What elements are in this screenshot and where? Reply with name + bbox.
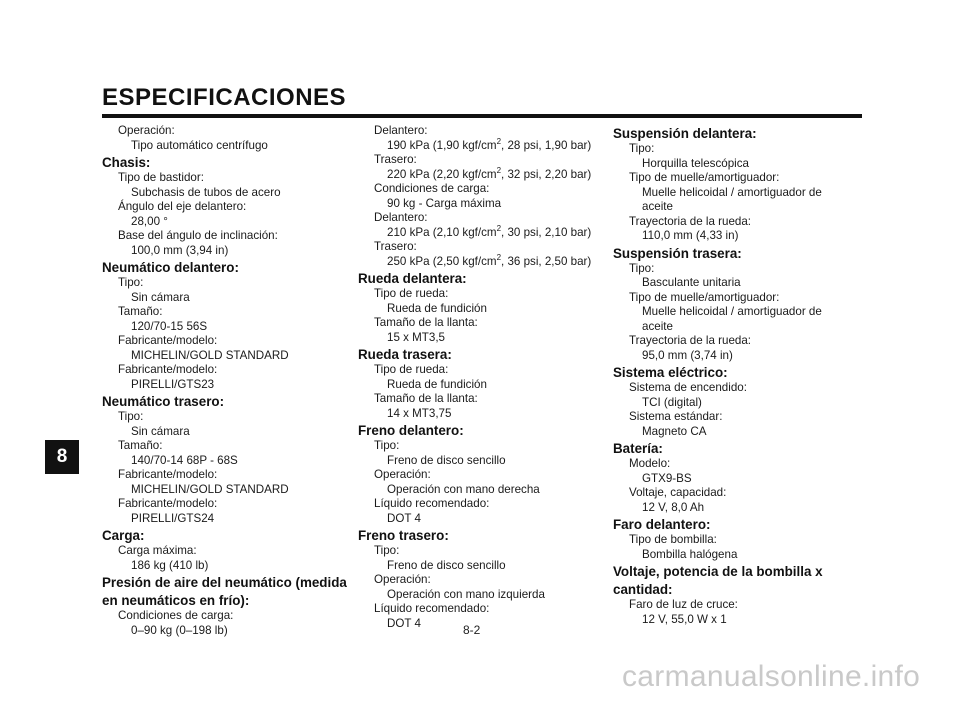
spec-value: GTX9-BS: [642, 471, 692, 485]
section-heading-front-suspension: Suspensión delantera:: [613, 126, 757, 141]
spec-label: Tipo:: [629, 261, 655, 275]
section-heading-front-tire: Neumático delantero:: [102, 260, 239, 275]
watermark: carmanualsonline.info: [622, 660, 921, 693]
section-heading-rear-tire: Neumático trasero:: [102, 394, 225, 409]
spec-value: Basculante unitaria: [642, 276, 741, 289]
spec-label: Tipo de rueda:: [374, 287, 449, 300]
spec-value: 12 V, 8,0 Ah: [642, 500, 705, 514]
spec-value: 210 kPa (2,10 kgf/$cm^2$, 30 psi, 2,10 bar): [387, 223, 592, 239]
section-heading-chasis: Chasis:: [102, 155, 151, 170]
spec-label: Tipo de bastidor:: [118, 171, 204, 184]
spec-label: Faro de luz de cruce:: [629, 598, 738, 611]
spec-label: Fabricante/modelo:: [118, 497, 218, 510]
spec-label: Tipo de rueda:: [374, 363, 449, 376]
spec-label: Tamaño:: [118, 439, 163, 452]
spec-label: Tipo:: [118, 276, 144, 289]
spec-value: Magneto CA: [642, 424, 707, 438]
chapter-tab: 8: [45, 440, 79, 474]
spec-label: Tamaño:: [118, 305, 163, 318]
spec-value: 14 x MT3,75: [387, 406, 452, 420]
section-heading-electrical: Sistema eléctrico:: [613, 365, 728, 380]
section-heading-rear-suspension: Suspensión trasera:: [613, 245, 742, 261]
spec-label: Tipo:: [629, 142, 655, 155]
spec-value: Muelle helicoidal / amortiguador de aceite: [642, 185, 822, 213]
spec-value: 220 kPa (2,20 kgf/$cm^2$, 32 psi, 2,20 bar): [387, 165, 592, 181]
spec-label: Trasero:: [374, 240, 417, 253]
spec-value: MICHELIN/GOLD STANDARD: [131, 348, 289, 362]
section-heading-rear-brake: Freno trasero:: [358, 528, 449, 543]
spec-value: Operación con mano izquierda: [387, 587, 545, 601]
spec-label: Operación:: [374, 468, 431, 481]
spec-value: 0–90 kg (0–198 lb): [131, 623, 228, 637]
spec-label: Trayectoria de la rueda:: [629, 334, 752, 347]
spec-value: Sin cámara: [131, 290, 190, 304]
spec-label: Tamaño de la llanta:: [374, 392, 478, 405]
section-heading-battery: Batería:: [613, 441, 663, 456]
spec-value: Horquilla telescópica: [642, 156, 749, 170]
spec-value: Rueda de fundición: [387, 301, 487, 315]
spec-value: 120/70-15 56S: [131, 319, 208, 333]
spec-label: Tipo de muelle/amortiguador:: [629, 171, 780, 184]
spec-label: Tipo:: [374, 439, 400, 452]
spec-value: DOT 4: [387, 511, 421, 525]
spec-value: Tipo automático centrífugo: [131, 138, 268, 152]
spec-column-3: [613, 124, 863, 627]
spec-value: 190 kPa (1,90 kgf/$cm^2$, 28 psi, 1,90 bar): [387, 136, 592, 152]
spec-value: 100,0 mm (3,94 in): [131, 243, 229, 257]
spec-value: PIRELLI/GTS23: [131, 377, 215, 391]
spec-label: Base del ángulo de inclinación:: [118, 229, 278, 242]
page-title: ESPECIFICACIONES: [102, 84, 347, 111]
spec-label: Delantero:: [374, 124, 428, 137]
spec-label: Modelo:: [629, 457, 671, 470]
spec-value: 90 kg - Carga máxima: [387, 196, 502, 210]
section-heading-pressure: Presión de aire del neumático (medida: [102, 575, 347, 590]
spec-label: Líquido recomendado:: [374, 602, 490, 615]
spec-label: Trayectoria de la rueda:: [629, 214, 752, 228]
spec-label: Sistema de encendido:: [629, 381, 747, 394]
spec-value: TCI (digital): [642, 395, 702, 409]
section-heading-bulbs: Voltaje, potencia de la bombilla x: [613, 564, 823, 579]
page-number: 8-2: [463, 623, 481, 637]
spec-value: Bombilla halógena: [642, 547, 738, 561]
section-heading-front-brake: Freno delantero:: [358, 423, 464, 438]
section-heading-bulbs-cont: cantidad:: [613, 582, 673, 597]
spec-value: Rueda de fundición: [387, 377, 487, 391]
spec-value: Freno de disco sencillo: [387, 453, 506, 467]
spec-label: Operación:: [374, 573, 431, 586]
spec-value: Freno de disco sencillo: [387, 558, 506, 572]
spec-label: Fabricante/modelo:: [118, 468, 218, 481]
spec-label: Sistema estándar:: [629, 410, 723, 423]
spec-value: Operación con mano derecha: [387, 482, 540, 496]
spec-label: Tipo:: [118, 410, 144, 423]
section-heading-pressure-cont: en neumáticos en frío):: [102, 593, 250, 608]
spec-label: Delantero:: [374, 211, 428, 224]
spec-label: Tipo:: [374, 544, 400, 557]
spec-value: 12 V, 55,0 W x 1: [642, 612, 727, 626]
title-rule: [102, 114, 862, 118]
section-heading-load: Carga:: [102, 528, 145, 543]
spec-label: Condiciones de carga:: [118, 609, 234, 622]
spec-value: Subchasis de tubos de acero: [131, 185, 281, 199]
spec-label: Condiciones de carga:: [374, 182, 490, 195]
spec-column-1: [102, 124, 352, 638]
spec-value: 110,0 mm (4,33 in): [642, 229, 739, 242]
spec-label: Operación:: [118, 124, 175, 137]
spec-value: PIRELLI/GTS24: [131, 511, 215, 525]
spec-label: Ángulo del eje delantero:: [118, 200, 247, 213]
spec-value: Muelle helicoidal / amortiguador de aceite: [642, 305, 822, 333]
spec-value: 15 x MT3,5: [387, 330, 445, 344]
spec-label: Líquido recomendado:: [374, 497, 490, 510]
spec-value: 186 kg (410 lb): [131, 558, 209, 572]
spec-column-2: [358, 124, 608, 631]
spec-label: Trasero:: [374, 153, 417, 166]
spec-label: Tipo de muelle/amortiguador:: [629, 290, 780, 304]
spec-value: MICHELIN/GOLD STANDARD: [131, 482, 289, 496]
spec-label: Fabricante/modelo:: [118, 334, 218, 347]
spec-value: DOT 4: [387, 616, 421, 630]
spec-value: 95,0 mm (3,74 in): [642, 348, 733, 362]
spec-value: 250 kPa (2,50 kgf/$cm^2$, 36 psi, 2,50 bar): [387, 252, 592, 268]
section-heading-rear-wheel: Rueda trasera:: [358, 347, 452, 362]
section-heading-front-wheel: Rueda delantera:: [358, 271, 467, 286]
spec-value: 28,00 °: [131, 214, 168, 228]
spec-label: Fabricante/modelo:: [118, 363, 218, 376]
spec-value: Sin cámara: [131, 424, 190, 438]
spec-label: Tipo de bombilla:: [629, 533, 717, 546]
spec-label: Voltaje, capacidad:: [629, 486, 727, 499]
section-heading-headlight: Faro delantero:: [613, 517, 711, 532]
spec-label: Tamaño de la llanta:: [374, 316, 478, 329]
spec-value: 140/70-14 68P - 68S: [131, 453, 238, 467]
spec-label: Carga máxima:: [118, 544, 197, 557]
